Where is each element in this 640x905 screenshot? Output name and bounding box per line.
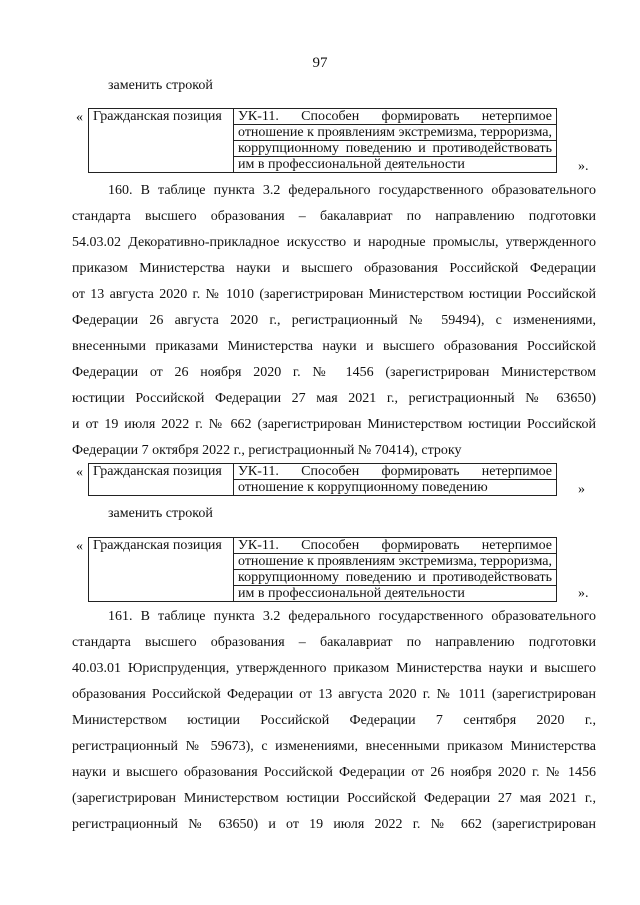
replacement-table-2 [88,537,557,602]
paragraph-160-line: стандарта высшего образования – бакалавриат по направлению подготовки [72,209,596,224]
paragraph-161-line: науки и высшего образования Российской Федерации от 26 ноября 2020 г. № 1456 [72,765,596,780]
paragraph-160-line: 54.03.02 Декоративно-прикладное искусство и народные промыслы, утвержденного [72,235,596,250]
table-line: УК-11. Способен формировать нетерпимое [234,109,556,125]
table-cell-competency-group: Гражданская позиция [89,464,234,496]
paragraph-161-line: регистрационный № 59673), с изменениями, внесенными приказом Министерства [72,739,596,754]
table-line: УК-11. Способен формировать нетерпимое [234,464,556,480]
close-quote: ». [578,586,589,601]
paragraph-161-line: 40.03.01 Юриспруденция, утвержденного приказом Министерства науки и высшего [72,661,596,676]
table-line: отношение к коррупционному поведению [238,480,488,495]
table-line: отношение к проявлениям экстремизма, терроризма, [234,125,556,141]
paragraph-161-line: Министерством юстиции Российской Федерации 7 сентября 2020 г., [72,713,596,728]
open-quote: « [76,539,83,554]
paragraph-161-line: 161. В таблице пункта 3.2 федерального государственного образовательного [108,609,596,624]
paragraph-160-line: Федерации 7 октября 2022 г., регистрационный № 70414), строку [72,443,462,458]
close-quote: ». [578,159,589,174]
paragraph-160-line: Федерации 26 августа 2020 г., регистрационный № 59494), с изменениями, [72,313,596,328]
paragraph-160-line: Федерации от 26 ноября 2020 г. № 1456 (зарегистрирован Министерством [72,365,596,380]
table-line: коррупционному поведению и противодействовать [234,141,556,157]
paragraph-160-line: и от 19 июля 2022 г. № 662 (зарегистрирован Министерством юстиции Российской [72,417,596,432]
open-quote: « [76,110,83,125]
paragraph-161-line: стандарта высшего образования – бакалавриат по направлению подготовки [72,635,596,650]
replacement-table-1 [88,108,557,173]
paragraph-161-line: регистрационный № 63650) и от 19 июля 2022 г. № 662 (зарегистрирован [72,817,596,832]
open-quote: « [76,465,83,480]
table-cell-competency-text [234,538,557,602]
close-quote: » [578,482,585,497]
replace-label: заменить строкой [108,78,213,93]
table-line: отношение к проявлениям экстремизма, терроризма, [234,554,556,570]
paragraph-160-line: юстиции Российской Федерации 27 мая 2021 г., регистрационный № 63650) [72,391,596,406]
table-cell-competency-text [234,109,557,173]
table-line: им в профессиональной деятельности [238,586,465,601]
table-cell-competency-group: Гражданская позиция [89,109,234,173]
paragraph-161-line: (зарегистрирован Министерством юстиции Российской Федерации 27 мая 2021 г., [72,791,596,806]
table-line: коррупционному поведению и противодействовать [234,570,556,586]
replaced-table [88,463,557,496]
page-number: 97 [312,55,328,71]
paragraph-160-line: 160. В таблице пункта 3.2 федерального государственного образовательного [108,183,596,198]
paragraph-161-line: образования Российской Федерации от 13 августа 2020 г. № 1011 (зарегистрирован [72,687,596,702]
paragraph-160-line: внесенными приказами Министерства науки и высшего образования Российской [72,339,596,354]
paragraph-160-line: от 13 августа 2020 г. № 1010 (зарегистрирован Министерством юстиции Российской [72,287,596,302]
paragraph-160-line: приказом Министерства науки и высшего образования Российской Федерации [72,261,596,276]
table-line: УК-11. Способен формировать нетерпимое [234,538,556,554]
table-cell-competency-group: Гражданская позиция [89,538,234,602]
replace-label: заменить строкой [108,506,213,521]
table-cell-competency-text [234,464,557,496]
table-line: им в профессиональной деятельности [238,157,465,172]
